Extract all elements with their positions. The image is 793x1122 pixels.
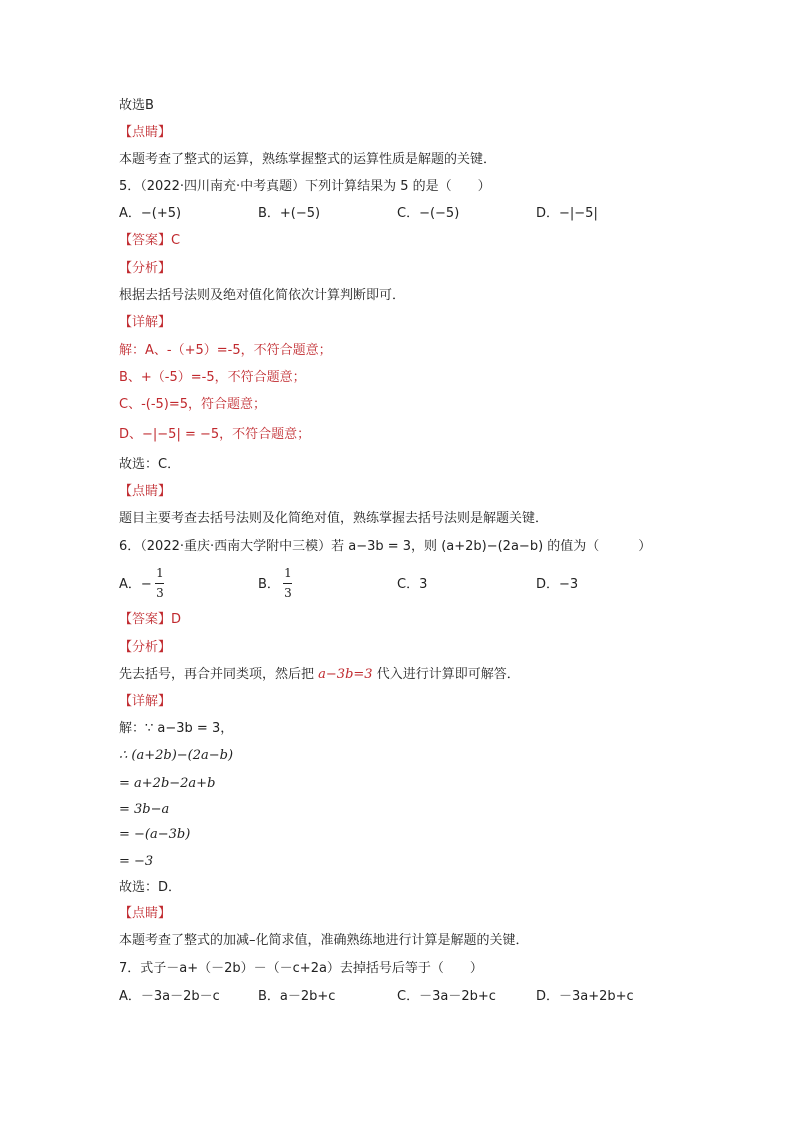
- section-heading: 【点睛】: [119, 484, 172, 499]
- option-a: A．−(+5): [119, 206, 182, 221]
- section-heading: 【点睛】: [119, 125, 172, 140]
- option-a-prefix: A．−: [119, 577, 152, 592]
- solution-line: C、-(-5)=5，符合题意；: [119, 397, 267, 412]
- solution-line: 解：A、-（+5）=-5，不符合题意；: [119, 343, 332, 358]
- solution-line: = 3b−a: [119, 802, 170, 817]
- text-line: 本题考查了整式的加减–化简求值，准确熟练地进行计算是解题的关键．: [119, 933, 529, 948]
- question-5: 5．（2022·四川南充·中考真题）下列计算结果为 5 的是（ ）: [119, 179, 491, 194]
- fraction-bar: [283, 583, 292, 584]
- text-segment: 代入进行计算即可解答．: [376, 667, 520, 682]
- answer-label: 【答案】C: [119, 233, 181, 248]
- text-line: 故选B: [119, 98, 154, 113]
- option-c: C．−(−5): [397, 206, 460, 221]
- fraction-bar: [155, 583, 164, 584]
- text-line: 题目主要考查去括号法则及化简绝对值，熟练掌握去括号法则是解题关键．: [119, 511, 549, 526]
- answer-label: 【答案】D: [119, 612, 182, 627]
- solution-line: ∴ (a+2b)−(2a−b): [119, 748, 234, 763]
- fraction-denominator: 3: [284, 586, 292, 600]
- section-heading: 【详解】: [119, 315, 172, 330]
- text-line: 故选：C．: [119, 457, 181, 472]
- option-b-prefix: B．: [258, 577, 280, 592]
- section-heading: 【分析】: [119, 261, 172, 276]
- fraction-denominator: 3: [156, 586, 164, 600]
- option-b: B．a－2b+c: [258, 989, 336, 1004]
- solution-line: = a+2b−2a+b: [119, 776, 216, 791]
- solution-line: D、−|−5| = −5，不符合题意；: [119, 427, 311, 442]
- solution-line: 解：∵ a−3b = 3，: [119, 721, 234, 736]
- question-7: 7．式子－a+（－2b）－（－c+2a）去掉括号后等于（ ）: [119, 961, 483, 976]
- solution-line: B、+（-5）=-5，不符合题意；: [119, 370, 306, 385]
- option-d: D．－3a+2b+c: [536, 989, 634, 1004]
- section-heading: 【分析】: [119, 640, 172, 655]
- solution-line: = −(a−3b): [119, 827, 191, 842]
- fraction-numerator: 1: [284, 566, 292, 580]
- option-b: B．+(−5): [258, 206, 321, 221]
- option-c: C．－3a－2b+c: [397, 989, 496, 1004]
- section-heading: 【点睛】: [119, 906, 172, 921]
- text-line: 本题考查了整式的运算，熟练掌握整式的运算性质是解题的关键．: [119, 152, 497, 167]
- highlighted-expression: a−3b=3: [318, 667, 373, 682]
- text-segment: 先去括号，再合并同类项，然后把: [119, 667, 315, 682]
- section-heading: 【详解】: [119, 694, 172, 709]
- text-line: 故选：D．: [119, 880, 182, 895]
- question-6: 6．（2022·重庆·西南大学附中三模）若 a−3b = 3，则 (a+2b)−(2a−b) 的值为（ ）: [119, 539, 652, 554]
- text-line: 根据去括号法则及绝对值化简依次计算判断即可．: [119, 288, 406, 303]
- fraction-numerator: 1: [156, 566, 164, 580]
- option-c: C．3: [397, 577, 428, 592]
- option-a: A．－3a－2b－c: [119, 989, 220, 1004]
- option-d: D．−|−5|: [536, 206, 598, 221]
- option-d: D．−3: [536, 577, 579, 592]
- solution-line: = −3: [119, 854, 154, 869]
- text-line: [119, 667, 520, 683]
